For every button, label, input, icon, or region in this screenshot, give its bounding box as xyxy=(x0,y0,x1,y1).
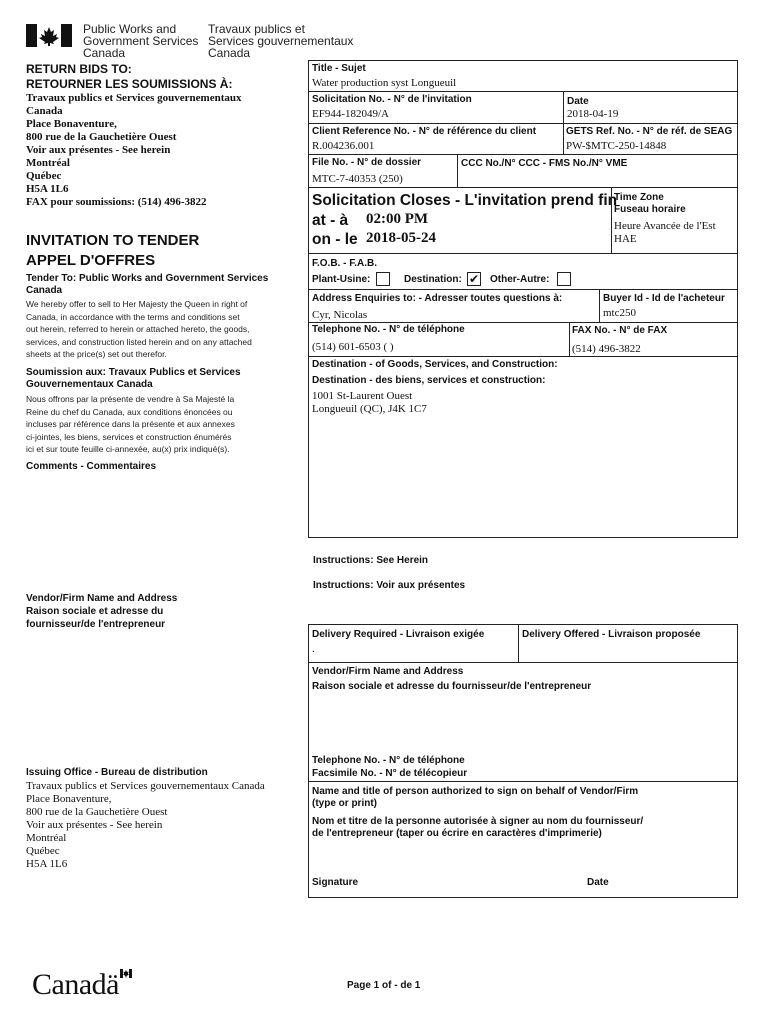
comments-label: Comments - Commentaires xyxy=(26,461,157,472)
destination-goods-value: 1001 St-Laurent Ouest Longueuil (QC), J4K 1C7 xyxy=(312,390,427,415)
return-address: Travaux publics et Services gouvernementaux Canada Place Bonaventure, 800 rue de la Gauchetière Ouest Voir aux présentes - See herein Montréal Québec H5A 1L6 FAX pour soumissions: (514) 496-3822 xyxy=(26,92,242,208)
canada-flag-icon xyxy=(26,24,72,47)
divider xyxy=(308,91,738,92)
date-label: Date xyxy=(567,96,589,107)
buyer-id-value: mtc250 xyxy=(603,307,636,319)
divider xyxy=(308,253,738,254)
date-value: 2018-04-19 xyxy=(567,108,619,120)
vendor-name-label: Vendor/Firm Name and Address Raison sociale et adresse du fournisseur/de l'entrepreneur xyxy=(26,593,178,630)
canada-wordmark: Canadä xyxy=(32,968,119,1001)
closing-date-value: 2018-05-24 xyxy=(366,230,436,246)
divider xyxy=(563,123,564,154)
divider xyxy=(308,154,738,155)
authorized-person-label-fr: Nom et titre de la personne autorisée à signer au nom du fournisseur/ de l'entrepreneur (taper ou écrire en caractères d'imprimerie) xyxy=(312,816,644,839)
divider xyxy=(308,662,738,663)
authorized-person-label-en: Name and title of person authorized to sign on behalf of Vendor/Firm (type or print) xyxy=(312,786,639,809)
fax-label: FAX No. - N° de FAX xyxy=(572,325,668,336)
other-checkbox[interactable] xyxy=(557,272,571,286)
buyer-id-label: Buyer Id - Id de l'acheteur xyxy=(603,293,725,304)
vendor-firm-label-fr: Raison sociale et adresse du fournisseur/de l'entrepreneur xyxy=(312,681,592,692)
destination-goods-label-en: Destination - of Goods, Services, and Construction: xyxy=(312,359,558,370)
client-reference-label: Client Reference No. - N° de référence du client xyxy=(312,126,537,137)
closing-time-value: 02:00 PM xyxy=(366,211,429,227)
title-label: Title - Sujet xyxy=(312,63,366,74)
delivery-required-label: Delivery Required - Livraison exigée xyxy=(312,629,485,640)
plant-label: Plant-Usine: xyxy=(312,274,371,285)
divider xyxy=(308,289,738,290)
delivery-required-value: . xyxy=(312,643,315,655)
destination-label: Destination: xyxy=(404,274,462,285)
issuing-office-label: Issuing Office - Bureau de distribution xyxy=(26,767,208,778)
tender-to-label: Tender To: Public Works and Government Services Canada xyxy=(26,273,269,296)
closing-date-label: on - le xyxy=(312,231,358,248)
page-number: Page 1 of - de 1 xyxy=(347,980,421,991)
divider xyxy=(563,91,564,123)
title-value: Water production syst Longueuil xyxy=(312,77,457,89)
plant-checkbox[interactable] xyxy=(376,272,390,286)
department-name-en: Public Works and Government Services Canada xyxy=(83,22,199,60)
department-name-fr: Travaux publics et Services gouvernementaux Canada xyxy=(208,22,354,60)
signature-date-label: Date xyxy=(587,877,609,888)
file-no-value: MTC-7-40353 (250) xyxy=(312,173,403,185)
divider xyxy=(308,356,738,357)
fob-label: F.O.B. - F.A.B. xyxy=(312,258,377,269)
time-zone-value: Heure Avancée de l'Est HAE xyxy=(614,220,716,245)
divider xyxy=(611,187,612,253)
vendor-telephone-label: Telephone No. - N° de téléphone xyxy=(312,755,465,766)
solicitation-no-value: EF944-182049/A xyxy=(312,108,389,120)
other-label: Other-Autre: xyxy=(490,274,550,285)
vendor-fax-label: Facsimile No. - N° de télécopieur xyxy=(312,768,468,779)
return-bids-heading: RETURN BIDS TO: RETOURNER LES SOUMISSIONS À: xyxy=(26,62,233,91)
divider xyxy=(308,187,738,188)
tender-paragraph: We hereby offer to sell to Her Majesty the Queen in right of Canada, in accordance with the terms and conditions set out herein, referred to herein or attached hereto, the goods, services, and construction listed herein and on any attached sheets at the price(s) set out therefor. xyxy=(26,299,252,359)
address-enquiries-label: Address Enquiries to: - Adresser toutes questions à: xyxy=(312,293,563,304)
divider xyxy=(569,322,570,356)
divider xyxy=(457,154,458,187)
soumission-label: Soumission aux: Travaux Publics et Services Gouvernementaux Canada xyxy=(26,367,241,390)
delivery-offered-label: Delivery Offered - Livraison proposée xyxy=(522,629,701,640)
client-reference-value: R.004236.001 xyxy=(312,140,375,152)
vendor-firm-label-en: Vendor/Firm Name and Address xyxy=(312,666,464,677)
divider xyxy=(599,289,600,322)
telephone-label: Telephone No. - N° de téléphone xyxy=(312,324,465,335)
divider xyxy=(308,322,738,323)
ccc-no-label: CCC No./N° CCC - FMS No./N° VME xyxy=(461,158,628,169)
destination-goods-label-fr: Destination - des biens, services et construction: xyxy=(312,375,546,386)
soumission-paragraph: Nous offrons par la présente de vendre à Sa Majesté la Reine du chef du Canada, aux conditions énoncées ou incluses par référence dans la présente et aux annexes ci-jointes, les biens, services et construction énumérés ici et sur toute feuille ci-annexée, au(x) prix indiqué(s). xyxy=(26,394,235,454)
divider xyxy=(518,624,519,662)
closing-time-label: at - à xyxy=(312,212,349,229)
time-zone-label: Time Zone Fuseau horaire xyxy=(614,192,686,215)
gets-ref-value: PW-$MTC-250-14848 xyxy=(566,140,667,152)
address-enquiries-value: Cyr, Nicolas xyxy=(312,309,368,321)
wordmark-flag-icon xyxy=(120,969,132,978)
file-no-label: File No. - N° de dossier xyxy=(312,157,422,168)
destination-checkbox[interactable]: ✔ xyxy=(468,272,480,286)
instructions-fr: Instructions: Voir aux présentes xyxy=(313,580,466,591)
signature-label: Signature xyxy=(312,877,359,888)
telephone-value: (514) 601-6503 ( ) xyxy=(312,341,394,353)
fax-value: (514) 496-3822 xyxy=(572,343,641,355)
divider xyxy=(308,781,738,782)
gets-ref-label: GETS Ref. No. - N° de réf. de SEAG xyxy=(566,126,733,137)
solicitation-closes-label: Solicitation Closes - L'invitation prend fin xyxy=(312,192,618,209)
solicitation-no-label: Solicitation No. - N° de l'invitation xyxy=(312,94,472,105)
issuing-address: Travaux publics et Services gouvernementaux Canada Place Bonaventure, 800 rue de la Gauchetière Ouest Voir aux présentes - See herein Montréal Québec H5A 1L6 xyxy=(26,780,265,870)
instructions-en: Instructions: See Herein xyxy=(313,555,429,566)
divider xyxy=(308,123,738,124)
invitation-to-tender-title: INVITATION TO TENDER APPEL D'OFFRES xyxy=(26,232,200,269)
